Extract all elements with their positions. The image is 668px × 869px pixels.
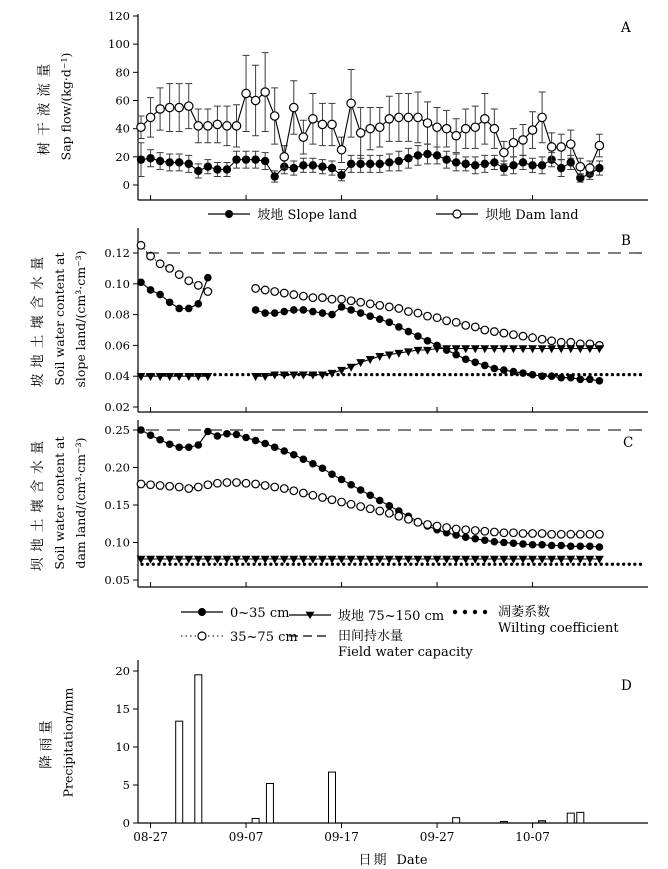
wilting-line-icon (448, 605, 492, 619)
ytick-label: 100 (108, 37, 130, 52)
panel-D (115, 660, 648, 844)
legend-label-slope-land: 坡地 Slope land (257, 208, 358, 223)
y-label-b-en1: Soil water content at (52, 252, 67, 386)
ytick-label: 15 (115, 702, 130, 716)
xtick-label: 08-27 (133, 830, 168, 844)
x-label-cn: 日期 (358, 853, 389, 868)
xtick-label: 09-07 (228, 830, 264, 844)
legend-item-wilting-coefficient (448, 605, 619, 637)
ytick-label: 40 (115, 121, 130, 136)
ytick-label: 0.20 (104, 460, 130, 475)
precip-bar (176, 721, 183, 823)
depth-0-35-marker-icon (180, 605, 224, 619)
xtick-label: 09-17 (324, 830, 359, 844)
ytick-label: 0.08 (104, 307, 130, 322)
y-label-a-en: Sap flow/(kg·d⁻¹) (58, 52, 74, 161)
y-axis-label-soil-water-dam (27, 403, 91, 603)
ytick-label: 0 (122, 178, 130, 192)
precip-bar (266, 783, 273, 823)
panel-B (104, 228, 648, 414)
field-capacity-line-icon (288, 629, 332, 643)
ytick-label: 10 (115, 740, 130, 754)
precip-bar (252, 818, 259, 823)
precip-bar (567, 813, 574, 823)
precip-bar (195, 675, 202, 823)
depth-75-150-marker-icon (288, 608, 332, 622)
legend-label-35-75cm: 35~75 cm (230, 630, 298, 645)
ytick-label: 0.04 (104, 369, 130, 384)
legend-panel-a (138, 204, 648, 223)
precip-bar (453, 818, 460, 823)
precip-bar (577, 812, 584, 823)
panel-letter-a: A (621, 20, 631, 36)
wilting-cn: 凋萎系数 (498, 605, 551, 620)
precip-bar (500, 821, 507, 823)
y-label-c-en2: dam land/(cm³·cm⁻³) (73, 437, 88, 569)
legend-label-dam-land: 坝地 Dam land (485, 208, 579, 223)
ytick-label: 0 (122, 816, 130, 830)
precip-bar (539, 821, 546, 823)
precip-bar (329, 772, 336, 823)
ytick-label: 0.10 (104, 535, 130, 550)
ytick-label: 0.25 (104, 423, 130, 437)
ytick-label: 20 (115, 149, 130, 164)
panel-C (104, 420, 648, 587)
ytick-label: 120 (108, 9, 130, 24)
panel-C-series-1 (137, 479, 603, 538)
depth-35-75-marker-icon (180, 629, 224, 643)
panel-B-series-1 (137, 242, 603, 350)
wilting-en: Wilting coefficient (498, 621, 619, 636)
ytick-label: 60 (115, 93, 130, 108)
panel-letter-d: D (621, 678, 632, 694)
slope-land-marker-icon (207, 207, 251, 221)
ytick-label: 5 (122, 778, 130, 792)
y-axis-label-precipitation (36, 658, 79, 828)
panel-C-series-2 (137, 556, 604, 564)
legend-item-0-35cm (180, 605, 289, 621)
legend-item-75-150cm (288, 605, 444, 624)
panel-A (108, 9, 648, 200)
ytick-label: 0.10 (104, 276, 130, 291)
ytick-label: 0.12 (104, 246, 130, 260)
legend-item-slope-land (207, 204, 357, 223)
y-label-b-en2: slope land/(cm³·cm⁻³) (73, 250, 88, 388)
xtick-label: 10-07 (515, 830, 550, 844)
panel-letter-b: B (621, 233, 631, 249)
legend-label-wilting (498, 605, 619, 637)
panel-letter-c: C (623, 435, 634, 451)
dam-land-marker-icon (435, 207, 479, 221)
x-label-en: Date (396, 853, 428, 868)
ytick-label: 20 (115, 664, 130, 678)
y-label-b-cn: 坡地土壤含水量 (30, 250, 46, 388)
ytick-label: 0.05 (104, 573, 130, 587)
xtick-label: 09-27 (419, 830, 455, 844)
legend-label-75-150cm: 坡地 75~150 cm (338, 609, 445, 624)
legend-item-35-75cm (180, 629, 298, 645)
legend-item-field-capacity (288, 629, 473, 661)
field-capacity-en: Field water capacity (338, 645, 473, 660)
y-axis-label-soil-water-slope (27, 219, 91, 419)
y-label-a-cn: 树干液流量 (36, 57, 53, 156)
x-axis-label-date (138, 849, 648, 868)
legend-item-dam-land (435, 204, 578, 223)
y-label-d-cn: 降雨量 (38, 716, 55, 769)
y-label-c-cn: 坝地土壤含水量 (30, 434, 46, 572)
legend-label-0-35cm: 0~35 cm (230, 606, 290, 621)
ytick-label: 0.02 (104, 400, 130, 414)
ytick-label: 0.06 (104, 338, 130, 353)
field-capacity-cn: 田间持水量 (338, 629, 404, 644)
ytick-label: 0.15 (104, 498, 130, 512)
ytick-label: 80 (115, 65, 130, 80)
y-label-d-en: Precipitation/mm (60, 687, 76, 798)
y-axis-label-sap-flow (34, 7, 77, 207)
y-label-c-en1: Soil water content at (52, 436, 67, 570)
panel-D-bars (176, 675, 584, 823)
